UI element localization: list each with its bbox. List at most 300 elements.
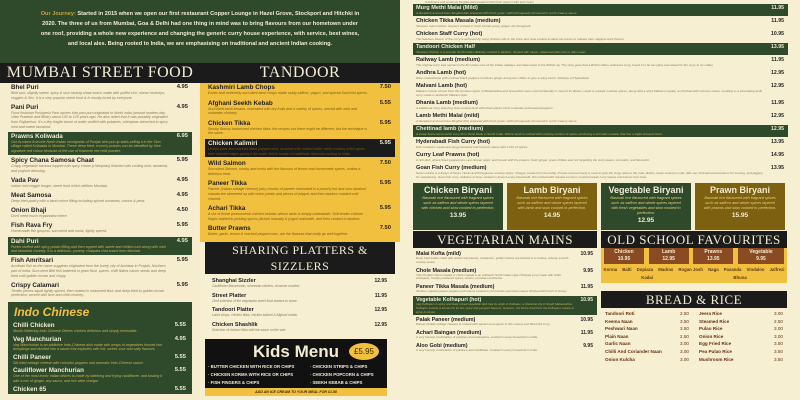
item-description: Smoky flavour barbecued chicken tikka, the recipes out there might be different, but the technique is the same. [208,126,368,136]
menu-item [205,159,395,177]
item-description: Lemon juice and cracked black peppercorns, brushed with melted butter while cooking which gives their charred edges giving it the rustic feel & sense of traditional charcoal cooking in India. [208,146,365,156]
item-name: Butter Prawns [208,225,251,233]
item-price: 11.95 [771,57,784,63]
protein-price-card [604,248,644,264]
menu-item [413,138,788,150]
bread-rice-price: 3.50 [774,348,783,354]
menu-item [413,43,788,55]
item-price: 13.95 [771,44,784,50]
item-price: 11.95 [580,284,593,291]
bread-rice-name: Plain Naan [605,333,629,339]
item-name: Railway Lamb (medium) [416,57,481,63]
item-description: The original curry was served in the first class cars of the Indian railways and dates back to the British raj. The story goes that a British officer ordered a curry, found it to be too spicy and asked for the curry to be milder. [416,63,714,67]
item-description: A riot of those phenomenal chicken kebabs whose taste is simply unbeatable. Soft tender chicken thighs bathed in pickling spices (Achari masala) & yogurt marinade, and then cooked in tandoor. [208,212,364,221]
item-description: Tandoor roasted paneer peppers and onions cooked in rich tomato and cream sauce finished with touch of honey. [416,289,567,294]
item-description: Lamb chops, chicken tikka, chicken kalimiri & Afghani kebab [212,313,297,318]
item-price: 5.55 [174,353,186,360]
item-price: 4.95 [174,335,186,342]
kids-menu-item: · CHICKEN POPCORN & CHIPS [309,372,374,378]
kids-menu-item: · FISH FINGERS & CHIPS [208,380,260,386]
curry-style: Kadai [641,275,653,280]
item-description: Indian mini veggie burger, street food which defines Mumbai. [11,183,108,188]
item-description: Paneer (Indian cottage cheese) juicy chunks of paneer marinated in a punchy hot and sour tandoori masala are skewered up with onion petals and pieces of pepper and then tandoor roasted until charred. [208,187,367,201]
menu-item [8,256,192,279]
item-name: Malai Kofta (mild) [416,251,461,257]
item-description: Veg Manchurian is an addictive Indo-Chinese dish made with wraps of vegetables formed into dumplings and dunked into a sauce that explodes with hot, sweet, sour and salty flavours. [13,342,163,352]
menu-item [205,83,395,97]
section-heading-bread-rice: BREAD & RICE [601,291,787,308]
kids-menu-item: · CHICKEN KORMA WITH RICE OR CHIPS [208,372,294,378]
curry-style: Korma [603,267,618,272]
item-description: A traditional curry featuring slow cooked lamb with dried spices fresh coriander and toasted peppers. [416,106,554,110]
biryani-description: Basmati rice flavoured with fragrant spices such as saffron and whole spices layered with chicken and slow cooked to perfection. [421,196,495,210]
item-description: Succulent Salmon, smoky and moist with the flavours of lemon and homemade spices, makes a delicious treat. [208,167,361,176]
bread-rice-price: 3.50 [680,326,689,332]
bread-rice-name: Keema Naan [605,318,633,324]
section-heading-old-school-favourites: OLD SCHOOL FAVOURITES [601,231,787,248]
menu-item [413,17,788,29]
menu-item [205,179,395,202]
item-price: 11.95 [771,18,784,24]
item-description: Chef selection of the vegetarian street food starters to share [212,298,297,303]
item-name: Bhel Puri [11,84,39,91]
item-price: 4.95 [176,192,188,199]
bread-rice-name: Mushroom Rice [699,356,734,362]
item-name: Fish Rava Fry [11,222,53,230]
bread-rice-price: 3.00 [774,311,783,316]
bread-rice-item [699,349,783,356]
item-name: Tandoori Chicken Half [416,44,475,50]
item-name: Afghani Seekh Kebab [208,99,273,107]
bread-rice-item [605,334,689,341]
item-name: Chole Masala (medium) [416,267,477,274]
vegetarian-column [413,231,597,363]
item-description: Goan cuisine is a fusion of Goan, Hindu and Portuguese cooking styles. Vinegar (made from the toddy of local coconut trees) is used to give the zingy taste to the main dishes. Goan cuisine is mild, with use of tamarind and kokum for souring, and jaggery for sweetening. Goan fish curry, delicacy of Goa, cooked in almost every household, fish cooked with roasted coconut, mustard seeds curry leaves and kokum from Goa. [416,171,763,179]
item-name: Murg Methi Malai (Mild) [416,5,478,11]
bread-rice-name: Onion Kulcha [605,356,635,362]
item-price: 5.95 [176,257,188,264]
kids-menu-items [205,362,387,388]
item-name: Chilli Paneer [13,353,52,361]
menu-item [413,30,788,42]
bread-rice-price: 3.50 [774,356,783,362]
bread-rice-item [605,349,689,356]
protein-name: Chicken [614,249,634,255]
menu-item [8,132,192,155]
menu-item [413,164,788,180]
curry-style: Naga [708,267,719,272]
menu-item [8,237,192,255]
item-description: Deep fried koftas made with potato and paneer, cardamom, golden raisins are dunked in a creamy, velvety, smooth creamy sauce. [416,256,569,264]
item-description: Food historian Pushpesh Pant opines that pani puri originated in North India (around modern-day Uttar Pradesh and Bihar) about 100 to 125 years ago. He also noted that it was possibly originated from Rajkachori. It's a tiny fragile dome of wafer stuffed with potatoes, chickpeas drenched in spicy mint and sweet tamarind. [11,110,168,129]
menu-item [10,353,190,367]
biryani-boxes [413,183,788,230]
item-name: Wild Salmon [208,160,246,168]
item-price: 12.95 [374,307,387,314]
curry-style: Bhuna [733,275,747,280]
intro-text [0,0,400,63]
item-price: 9.95 [583,342,593,349]
menu-item [413,296,597,315]
menu-item [10,366,190,384]
protein-name: Vegetable [749,249,773,255]
item-description: Fish cooked in sweet and tangy tamarind and turmeric sauce with a hint of spices. [416,145,529,149]
bread-rice-name: Pulao Rice [699,326,723,332]
menu-item [413,112,788,124]
menu-item [8,221,192,235]
bread-rice-name: Pea Pulao Rice [699,348,732,354]
right-half [413,4,788,400]
item-description: Deep fried pastry with a lamb mince filling including spiced tomatoes, onions & peas. [11,199,146,204]
item-price: 10.95 [771,31,784,37]
item-price: 5.55 [379,99,391,106]
menu-item [8,103,192,130]
item-name: Cauliflower Manchurian [13,367,85,375]
item-name: Aloo Gobi (medium) [416,342,468,349]
curry-styles [603,267,785,280]
item-description: Don't need much explanation there. [11,214,68,219]
item-name: Chicken Tikka [208,119,251,127]
item-description: Got its name from the North Indian immigrants of Punjab who put up stalls selling it in the Sion village called Koliwada in Mumbai. These deep fried, crunchy prawns can be identified by their signature red colour because of the use of Kashmiri red chilli powder. [11,139,161,153]
menu-item [413,99,788,111]
bread-rice-name: Peshwari Naan [605,326,638,332]
partial-description: A delicious and luxurious Mughlai dish prepared with fresh green methi and cream [425,0,534,4]
biryani-card [601,183,691,230]
item-description: Bhel puri, slightly sweet, spicy & sour tasting chaat snack made with puffed rice, sheav chutneys, veggies & Sev. It is a very popular street food & is mostly loved by everyone. [11,91,166,100]
item-price: 5.95 [379,180,391,187]
menu-item [209,321,391,334]
curry-style: Dopiaza [636,267,654,272]
item-description: Homemade fish goujons, succulent and moist, lightly spiced. [11,229,108,234]
item-price: 5.95 [379,119,391,126]
protein-price: 10.95 [617,256,631,262]
biryani-price: 15.95 [731,212,749,219]
item-price: 4.95 [176,176,188,183]
bread-rice-item [605,319,689,326]
curry-style: Vindaloo [746,267,765,272]
bread-rice-price: 2.50 [680,333,689,339]
item-price: 12.95 [374,277,387,284]
item-name: Shanghai Sizzler [212,277,256,284]
item-description: One of the most iconic Indian dishes is made by battering and frying cauliflower, and tossing it with a mix of ginger, soy sauce, and rice wine vinegar. [13,374,163,383]
item-price: 5.95 [379,205,391,212]
biryani-card [507,183,597,230]
item-description: Tender pieces squid lightly spiced, then coated in seasoned flour and deep fried to golden brown perfection, served with lime and chilli chutney. [11,288,165,298]
section-heading-mumbai-street-food: MUMBAI STREET FOOD [0,63,200,83]
section-heading-sharing-platters: SHARING PLATTERS & SIZZLERS [205,242,395,274]
biryani-description: Basmati rice flavoured with fragrant spices such as saffron and whole spices layered with fresh vegetables and slow cooked to perfection. [610,196,682,215]
item-name: Chilli Chicken [13,322,55,329]
item-name: Vada Pav [11,176,39,184]
menu-item [8,281,192,299]
item-name: Chicken 65 [13,385,47,393]
item-description: Tandoori chicken is a popular North Indian delicacy cooked in tandoor. Served with sauce, salad and plain rice or plain naan. [416,50,587,54]
middle-column [200,83,400,400]
menu-item [209,292,391,305]
bread-rice-item [605,326,689,333]
menu-item [209,277,391,290]
menu-item [413,56,788,68]
biryani-card [695,183,785,230]
sharing-list [200,274,400,335]
item-price: 5.95 [176,157,188,164]
item-description: Slow cooked lamb with crushed black peppers tomatoes ginger and green chilies to give a spicy touch. Delicacy of Hyderabad. [416,76,590,80]
curry-style: Pasanda [723,267,742,272]
protein-price-card [649,248,689,264]
indo-chinese-title: Indo Chinese [14,305,90,319]
item-name: Fish Amritsari [11,257,54,265]
item-description: Veg Kolhapuri is spicy and tasty mixed vegetable dish has its origin in Kolhapur, a historical city in South Maharashtra. Kolhapur cuisine is known for its hot, spicy and pungent flavours, however, not all the food from the Kolhapuri cuisine is spicy & robust. [416,301,574,314]
menu-item [8,176,192,190]
item-description: Cauliflower Manchurian, schezwan chicken, chowmin noodles [212,283,300,288]
item-description: A rich dish, where black peppercorns are broken apart, and tossed with the prawns, fresh ginger, green chillies and not forgetting the curry leaves. Aromatic, and flavourful. [416,158,650,162]
item-price: 11.95 [374,292,387,299]
item-description: A lovely flavoursome lamb curry from Tamil Nadu in South India. Where lamb is cooked with roasting number of spices producing a aromatic masala, that has a slight aniseed scent. [416,132,663,136]
item-name: Prawns Koliwada [11,132,63,140]
item-price: 12.95 [374,321,387,328]
biryani-price: 13.95 [449,212,467,219]
bread-rice-price: 3.50 [680,318,689,324]
menu-item [413,283,597,295]
item-price: 7.50 [379,160,391,167]
item-price: 13.95 [771,165,784,171]
menu-item [205,224,395,238]
bread-rice-price: 3.00 [774,333,783,339]
menu-item [8,83,192,101]
menu-item [205,139,395,157]
biryani-price: 12.95 [637,217,655,224]
item-description: Paneer (Indian cottage cheese) is cooked with spinach and spices in this creamy and flavourful curry. [416,322,551,327]
item-name: Achari Baingan (medium) [416,330,482,337]
item-price: 11.95 [771,5,784,11]
item-name: Chicken Kalimiri [208,139,258,147]
menu-item [413,316,597,328]
bread-rice-price: 3.00 [774,326,783,332]
menu-item [413,125,788,137]
item-name: Malvani Lamb (hot) [416,83,467,89]
bread-rice-item [605,341,689,348]
protein-price: 9.95 [756,256,766,262]
item-name: Vegetable Kolhapuri (hot) [416,296,482,303]
item-description: A decadent and luxurious Mughlai dish prepared with fresh green methi (fenugreek) simmered in a rich creamy sauce. [416,119,578,123]
curry-style: Balti [622,267,632,272]
item-name: Kashmiri Lamb Chops [208,84,275,91]
item-price: 12.95 [771,70,784,76]
bottom-row [413,231,788,363]
item-name: Chicken Staff Curry (hot) [416,31,483,37]
kids-menu-box [205,339,387,396]
menu-item [8,191,192,205]
item-description: Exotic and extremely succulent lamb chops made using saffron, yogurt, and special Kashmiri spices. [208,91,368,95]
menu-item [413,342,597,354]
item-name: Crispy Calamari [11,281,59,289]
kids-price-badge: £5.95 [349,343,379,360]
biryani-description: Basmati rice flavoured with fragrant spices such as saffron and whole spices layered with lamb and slow cooked to perfection. [516,196,588,210]
bread-rice-item [605,357,689,364]
menu-item [205,99,395,117]
bread-rice-price: 2.50 [680,311,689,316]
item-name: Chettinad lamb (medium) [416,126,484,132]
item-price: 5.95 [176,281,188,288]
bread-rice-item [699,357,783,364]
intro-lead: Our Journey: [40,11,76,17]
menu-item [413,69,788,81]
mumbai-street-food-list [0,83,200,400]
bread-rice-price: 3.00 [680,356,689,362]
kids-menu-title: Kids Menu [253,342,339,362]
item-price: 4.95 [176,84,188,90]
item-description: Butter, garlic, lemon & cracked peppercorns, are the flavours that really go well together. [208,232,349,237]
item-price: 12.95 [771,113,784,119]
item-price: 4.95 [176,237,188,244]
item-description: This Punjabi chana masala or chole masala is an authentic North Indian style chickpea curry made with white chickpeas, freshly powdered spices, onions, tomatoes and herbs. [416,272,561,281]
bread-rice-item [699,319,783,326]
item-name: Goan Fish Curry (medium) [416,165,487,171]
item-price: 4.50 [176,207,188,214]
item-price: 4.95 [176,103,188,110]
item-price: 10.95 [580,251,593,257]
protein-name: Prawns [704,249,723,255]
item-price: 5.95 [176,222,188,229]
item-description: Puries stuffed with spicy potato filling and then topped with sweet and chilled curd along with mint and tamarind chutney. It is a delicious, yummy, chatpata chat snack from Mumbai. [11,244,166,254]
biryani-name: Chicken Biryani [423,185,493,195]
bread-rice-item [605,311,689,318]
section-heading-vegetarian-mains: VEGETARIAN MAINS [413,231,597,248]
item-price: 11.95 [580,330,593,337]
item-description: A very homely combination of potatoes and aubergines, cooked in every household in India. [416,335,538,340]
intro-body: Started in 2015 when we open our first restaurant Copper Lounge in Hazel Grove, Stockport and Hitchki in 2020. The three of us from Mumbai, Goa & Delhi had one thing in mind was to bring flavours from our hometown under one roof, providing a whole new experience and changing the generic curry house experience, with service, best wines, and local ales. Being rooted to India, we are emphasising on traditional and ancient Indian cooking. [40,11,360,47]
bread-rice-name: Jeera Rice [699,311,722,316]
item-price: 14.95 [771,152,784,158]
item-price: 13.95 [771,139,784,145]
item-name: Dhania Lamb (medium) [416,100,478,106]
curry-style: Jalfrezi [769,267,785,272]
bread-rice-name: Egg Fried Rice [699,341,732,347]
item-price: 5.95 [379,139,391,146]
kids-footer-note: ADD AN ICE CREAM TO YOUR MEAL FOR £1.50 [205,388,387,396]
kids-menu-item: · BUTTER CHICKEN WITH RICE OR CHIPS [208,364,295,370]
item-price: 6.95 [176,132,188,139]
item-description: Selection of chicken tikka with the sauce on the side [212,327,286,332]
item-name: Chicken Tikka Masala (medium) [416,18,501,24]
item-price: 10.95 [580,317,593,324]
item-price: 10.95 [580,296,593,303]
protein-price: 13.95 [707,256,720,262]
item-description: Amritsari fish as the name suggests originated from the lovely city of Amritsar in Punjab, Northern part of India. Succulent fillet fish battered in gram flour, spices, chilli flakes carom seeds and deep fried until golden brown and crispy. [11,264,166,278]
item-description: Malvani cuisine comes from the Konkan region of Maharashtra and Goa which uses coconut liberally in most of its dishes. Lamb is cooked in whole spices, along with a spicy Malvani masala, an finished with coconut cream, resulting in a stimulating lamb curry made in authentic Malvani style. [416,89,763,97]
biryani-price: 14.95 [543,212,561,219]
item-price: 5.55 [174,385,186,392]
bread-rice-price: 3.00 [680,348,689,354]
section-heading-tandoor: TANDOOR [200,63,400,83]
item-name: Achari Tikka [208,205,246,213]
item-name: Andhra Lamb (hot) [416,70,467,76]
protein-price-card [693,248,733,264]
bread-rice-price: 2.50 [774,318,783,324]
item-description: Succulent lamb kebabs, marinated with dry fruits and a variety of spices, served with mint and coriander chutney. [208,106,358,116]
bread-rice-name: Onion Rice [699,333,724,339]
protein-cards [603,248,785,264]
item-price: 9.95 [583,267,593,274]
item-price: 11.95 [771,100,784,106]
menu-item [205,119,395,137]
item-name: Dahi Puri [11,237,39,245]
menu-item [10,321,190,335]
bread-rice-price: 3.00 [680,341,689,347]
item-name: Paneer Tikka Masala (medium) [416,284,495,291]
item-price: 7.50 [379,225,391,232]
bread-rice-price: 3.50 [774,341,783,347]
menu-item [10,335,190,353]
item-price: 5.55 [174,322,186,328]
bread-rice-item [699,311,783,318]
bread-rice-item [699,341,783,348]
item-name: Chicken Shashlik [212,321,258,328]
item-description: Stir-fried cottage cheese with colourful peppers and aromatic Indo-Chinese sauce. [13,360,144,365]
item-name: Pani Puri [11,103,39,111]
menu-item [8,206,192,220]
item-name: Lamb Methi Malai (mild) [416,113,480,119]
kids-menu-item: · CHICKEN STRIPS & CHIPS [309,364,368,370]
indo-chinese-box [8,302,192,394]
protein-price-card [738,248,784,264]
item-price: 7.50 [379,84,391,90]
item-name: Curry Leaf Prawns (hot) [416,152,480,158]
item-price: 12.95 [771,83,784,89]
protein-name: Lamb [661,249,676,255]
kids-menu-item: · SEEKH KEBAB & CHIPS [309,380,363,386]
biryani-description: Basmati rice flavoured with fragrant spices such as saffron and whole spices layered with prawns and slow cooked to perfection. [703,196,777,210]
item-price: 5.55 [174,367,186,374]
bread-rice-list [601,308,787,363]
bread-rice-item [699,334,783,341]
item-description: A very homely combination of potatoes and cauliflower. Cooked in every household in India. [416,347,538,352]
item-name: Paneer Tikka [208,180,247,188]
item-description: The fabulous flavour of the curry is achieved by using chicken still on the bone and slow cooked to allow the bones to release their magical stock flavour. [416,37,625,41]
bread-rice-name: Steamed Rice [699,318,730,324]
menu-item [413,250,597,266]
item-name: Veg Manchurian [13,335,62,343]
item-name: Meat Samosa [11,192,52,200]
item-description: Crispy vegetable samosa topped with spicy chana (chickpeas) finished with cooling mint, tamarind, and yoghurt dressing. [11,164,169,173]
biryani-name: Lamb Biryani [523,185,581,195]
biryani-name: Vegetable Biryani [608,185,684,195]
item-name: Street Platter [212,292,247,299]
bread-rice-item [699,326,783,333]
menu-item [8,156,192,174]
item-description: Mouth-Watering Indo-Chinese Dishes chicken delicious and simply irresistible. [13,329,138,333]
menu-item [10,385,190,394]
menu-item [413,82,788,98]
curry-style: Madras [658,267,674,272]
bread-rice-name: Garlic Naan [605,341,631,347]
item-name: Tandoori Platter [212,307,254,314]
biryani-name: Prawn Biryani [709,185,771,195]
mains-list [413,4,788,181]
bread-rice-name: Tandoori Roti [605,311,635,316]
item-name: Onion Bhaji [11,207,47,215]
menu-item [413,151,788,163]
biryani-card [413,183,503,230]
protein-price: 12.95 [662,256,675,262]
vegetarian-mains-list [413,248,597,354]
tandoor-list [200,83,400,242]
menu-item [413,329,597,341]
old-school-box [601,248,787,283]
item-name: Spicy Chana Samosa Chaat [11,157,94,165]
item-price: 12.95 [771,126,784,132]
curry-style: Rogan Josh [678,267,703,272]
